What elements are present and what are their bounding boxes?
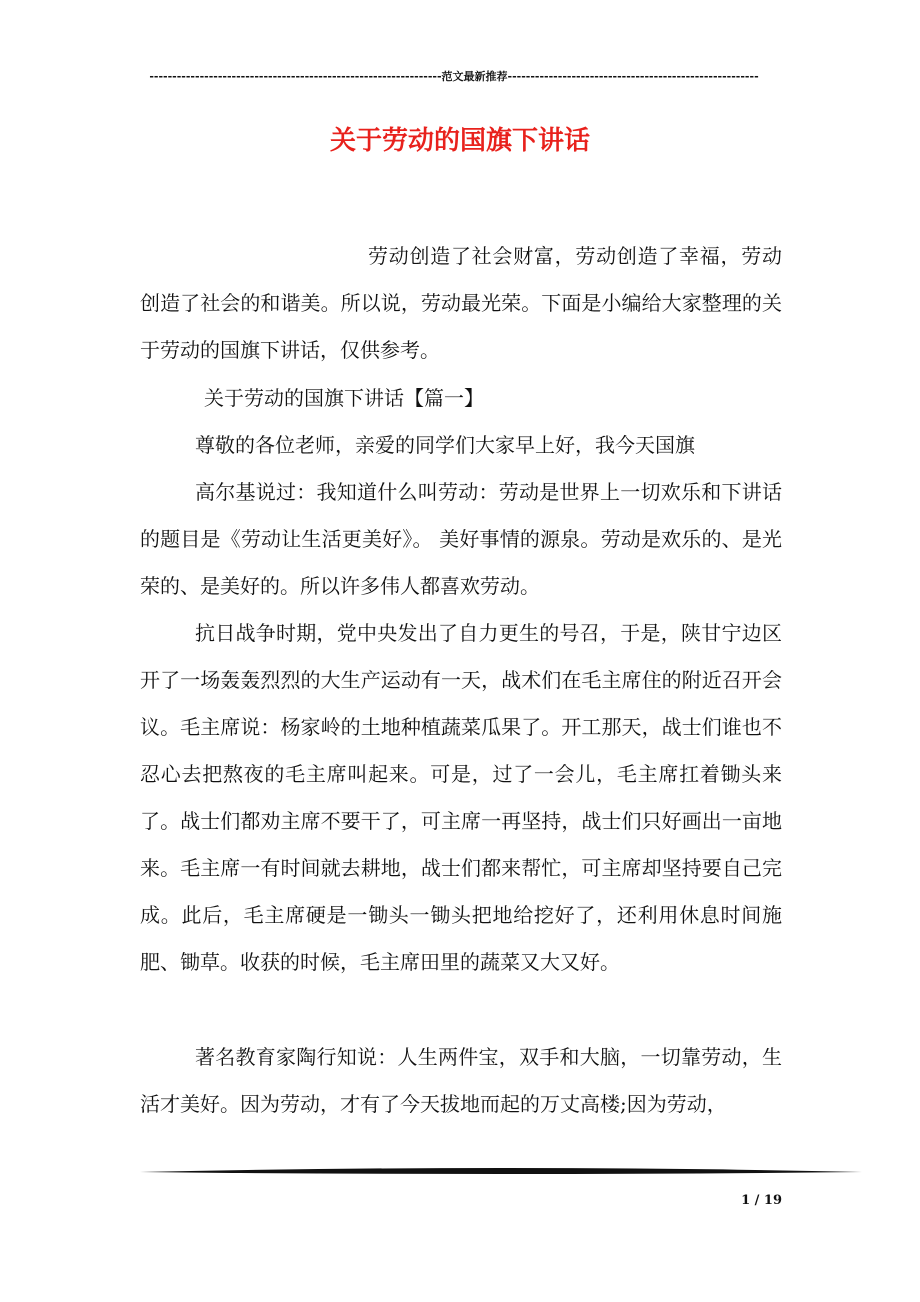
intro-paragraph: 劳动创造了社会财富，劳动创造了幸福，劳动创造了社会的和谐美。所以说，劳动最光荣。下面是小编给大家整理的关于劳动的国旗下讲话，仅供参考。	[140, 244, 782, 362]
greeting-paragraph: 尊敬的各位老师，亲爱的同学们大家早上好，我今天国旗	[195, 433, 695, 457]
section-heading: 关于劳动的国旗下讲话【篇一】	[204, 386, 484, 410]
page-header-banner: ----------------------------------------------------------------范文最新推荐-------------------------------------------------------	[149, 70, 759, 83]
document-title: 关于劳动的国旗下讲话	[329, 126, 590, 156]
tao-paragraph: 著名教育家陶行知说：人生两件宝，双手和大脑，一切靠劳动，生活才美好。因为劳动，才有了今天拔地而起的万丈高楼;因为劳动，	[140, 1045, 782, 1116]
gorky-paragraph: 高尔基说过：我知道什么叫劳动：劳动是世界上一切欢乐和下讲话的题目是《劳动让生活更美好》。 美好事情的源泉。劳动是欢乐的、是光荣的、是美好的。所以许多伟人都喜欢劳动。	[140, 480, 782, 598]
footer-divider	[140, 1166, 862, 1178]
page-number: 1 / 19	[741, 1193, 782, 1208]
war-story-paragraph: 抗日战争时期，党中央发出了自力更生的号召，于是，陕甘宁边区开了一场轰轰烈烈的大生产运动有一天，战术们在毛主席住的附近召开会议。毛主席说：杨家岭的土地种植蔬菜瓜果了。开工那天，战士们谁也不忍心去把熬夜的毛主席叫起来。可是，过了一会儿，毛主席扛着锄头来了。战士们都劝主席不要干了，可主席一再坚持，战士们只好画出一亩地来。毛主席一有时间就去耕地，战士们都来帮忙，可主席却坚持要自己完成。此后，毛主席硬是一锄头一锄头把地给挖好了，还利用休息时间施肥、锄草。收获的时候，毛主席田里的蔬菜又大又好。	[140, 621, 782, 974]
